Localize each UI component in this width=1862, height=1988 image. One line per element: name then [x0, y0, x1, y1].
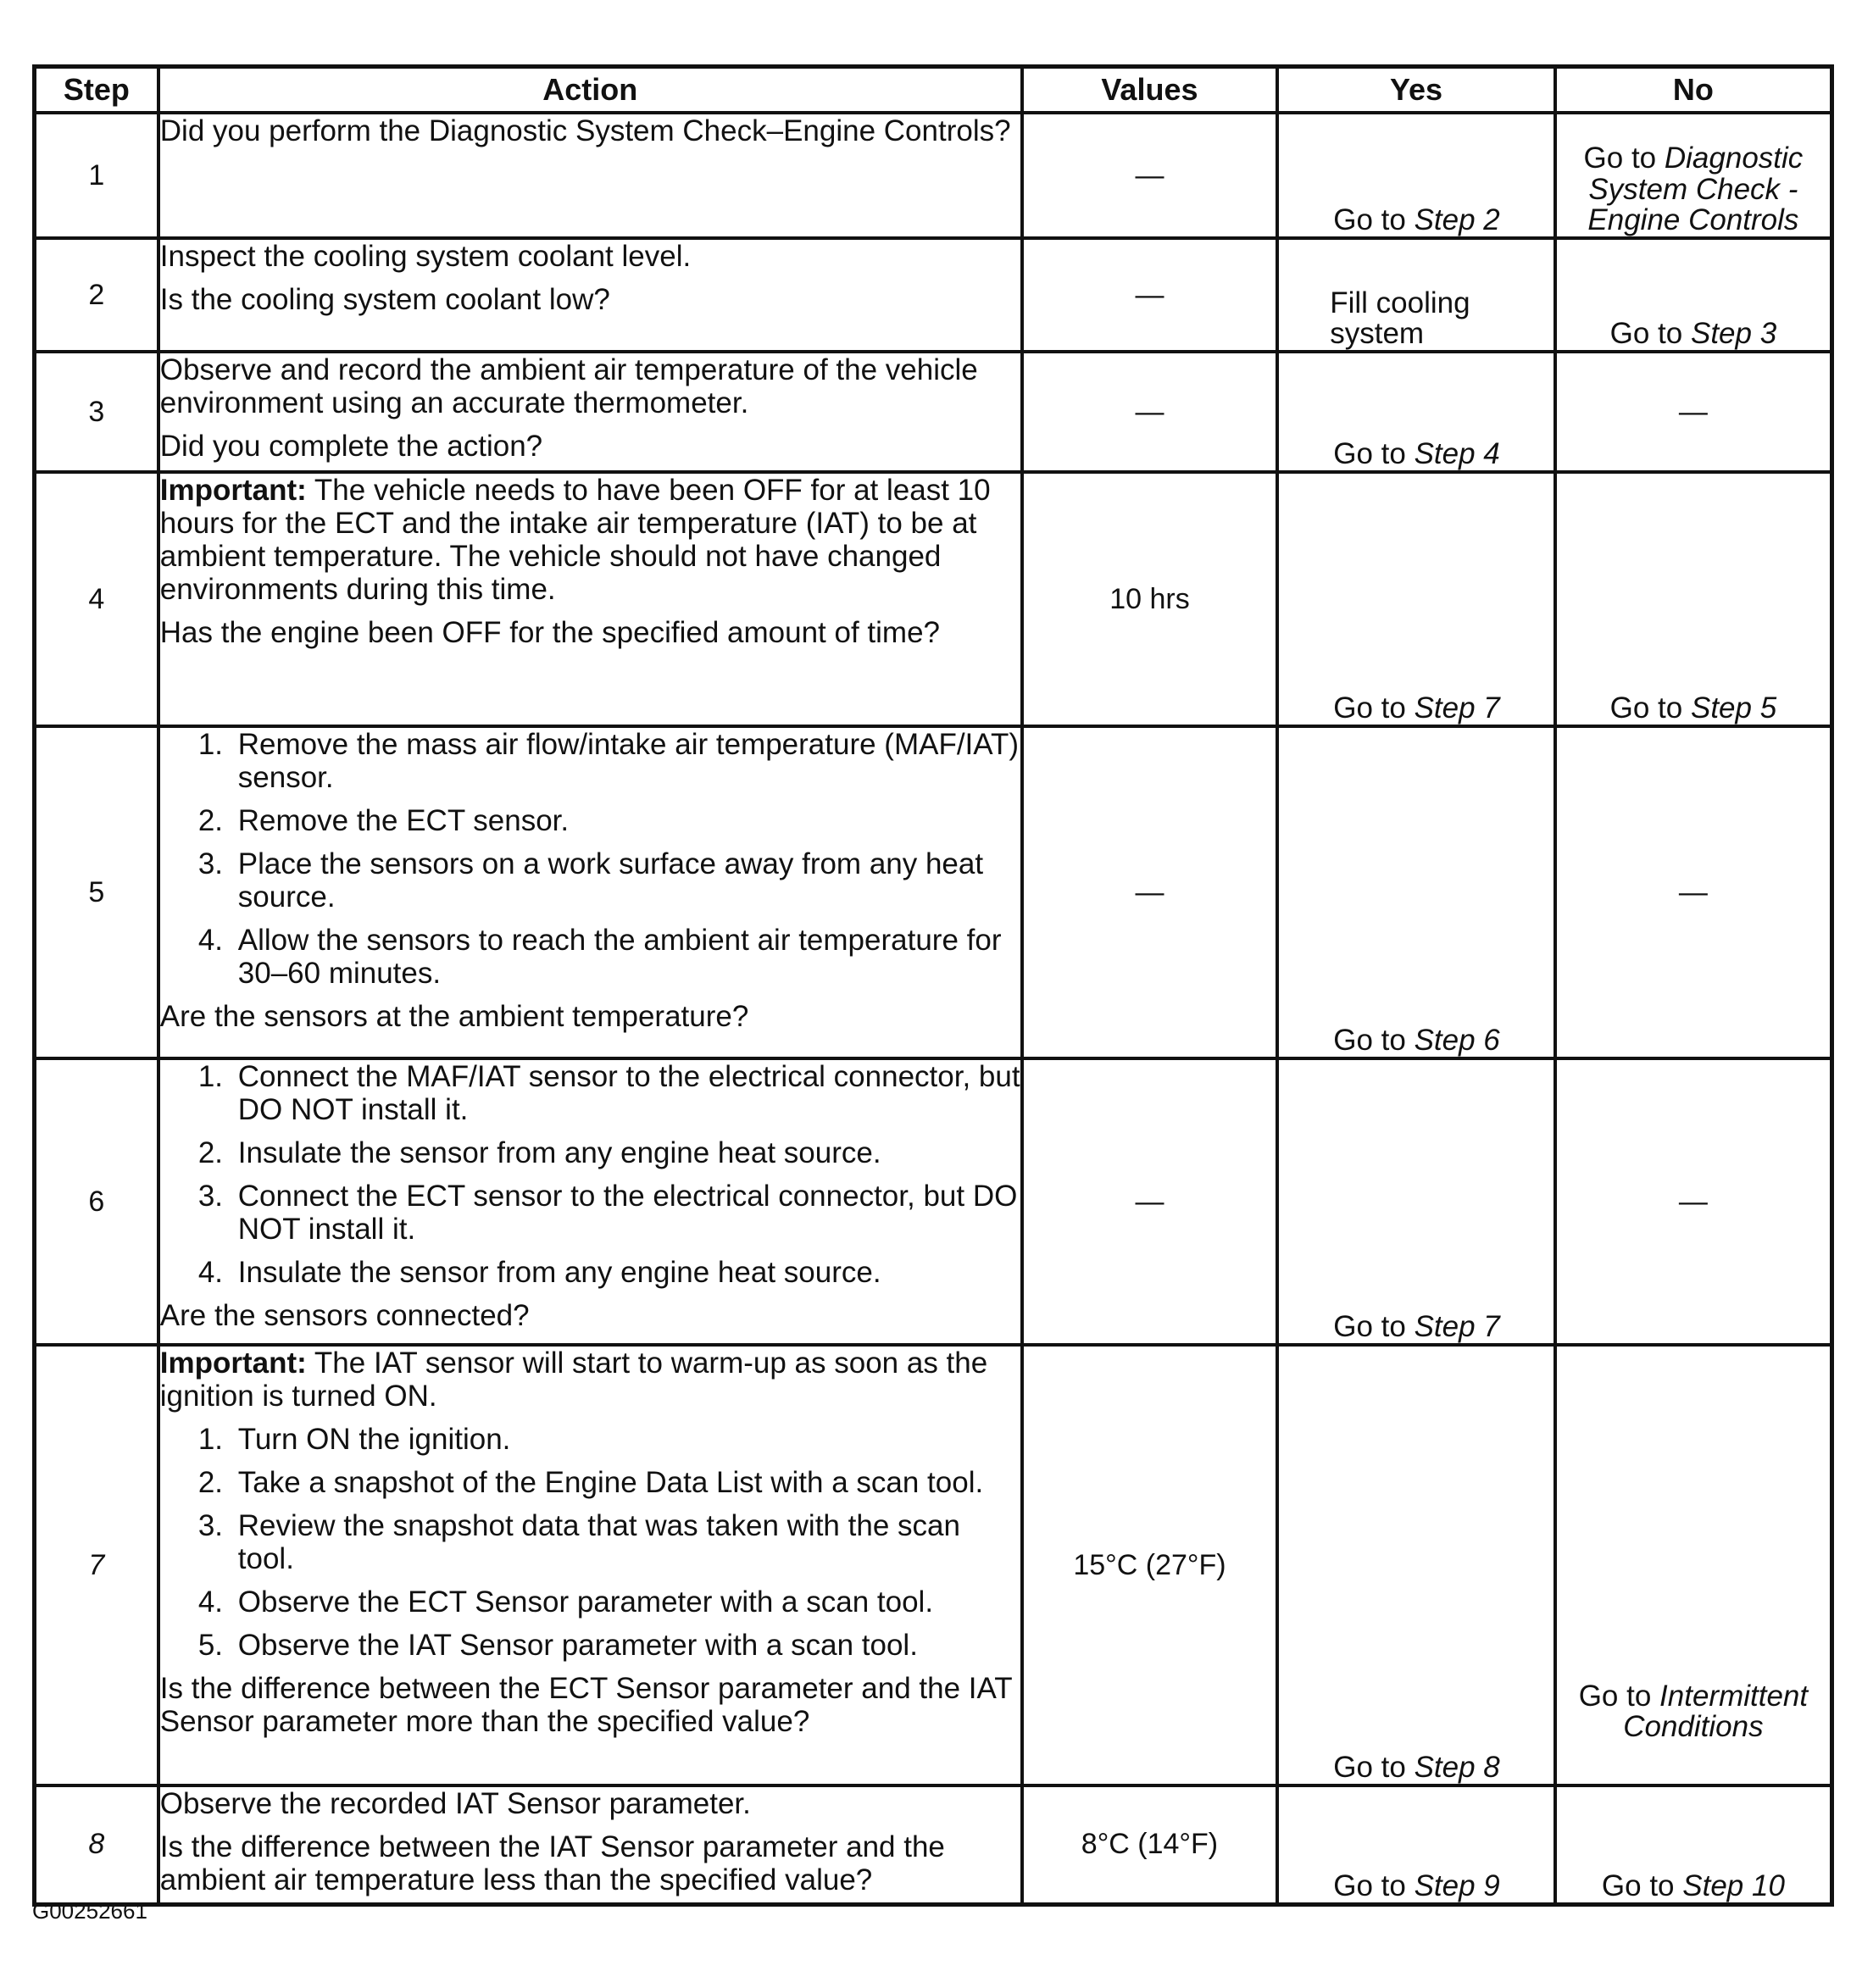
values-cell: — [1022, 352, 1278, 472]
action-text: Inspect the cooling system coolant level. [159, 240, 692, 273]
important-label: Important: [159, 474, 307, 507]
action-cell [158, 472, 1022, 726]
step-number: 3 [35, 352, 158, 472]
action-step: 2. Remove the ECT sensor. [231, 804, 1020, 837]
action-step: 1. Connect the MAF/IAT sensor to the electrical connector, but DO NOT install it. [231, 1060, 1020, 1126]
action-question: Is the cooling system coolant low? [159, 283, 610, 316]
action-cell [158, 352, 1022, 472]
table-row [35, 352, 1832, 472]
action-cell [158, 1785, 1022, 1904]
action-cell [158, 113, 1022, 238]
yes-cell [1277, 1058, 1555, 1345]
no-link[interactable]: Step 3 [1690, 317, 1777, 351]
no-link[interactable]: Intermittent Conditions [1623, 1679, 1809, 1744]
action-cell [158, 726, 1022, 1058]
yes-cell [1277, 352, 1555, 472]
figure-id: G00252661 [32, 1898, 147, 1924]
table-row [35, 238, 1832, 352]
yes-prefix: Go to [1333, 437, 1406, 471]
no-prefix: Go to [1578, 1679, 1652, 1713]
table-row [35, 1345, 1832, 1785]
action-steps [160, 1060, 1020, 1289]
yes-prefix: Go to [1333, 1310, 1406, 1344]
values-cell: — [1022, 1058, 1278, 1345]
yes-cell [1277, 238, 1555, 352]
yes-link[interactable]: Step 7 [1414, 691, 1500, 725]
yes-link[interactable]: Step 8 [1414, 1751, 1500, 1785]
table-row [35, 726, 1832, 1058]
action-text: Observe and record the ambient air temperature of the vehicle environment using an accurate thermometer. [159, 353, 978, 419]
action-step: 3. Review the snapshot data that was taken with the scan tool. [231, 1509, 1020, 1575]
step-number: 5 [35, 726, 158, 1058]
yes-link[interactable]: Step 2 [1414, 203, 1500, 237]
yes-cell [1277, 472, 1555, 726]
important-label: Important: [159, 1347, 307, 1380]
no-prefix: Go to [1583, 141, 1657, 175]
action-step: 4. Insulate the sensor from any engine heat source. [231, 1256, 1020, 1289]
yes-prefix: Go to [1333, 691, 1406, 725]
yes-link[interactable]: Step 9 [1414, 1869, 1500, 1902]
no-cell: — [1555, 1058, 1832, 1345]
yes-text: Fill cooling system [1330, 286, 1470, 351]
action-step: 3. Connect the ECT sensor to the electrical connector, but DO NOT install it. [231, 1180, 1020, 1246]
no-cell [1555, 472, 1832, 726]
no-cell [1555, 1345, 1832, 1785]
no-cell [1555, 113, 1832, 238]
action-question: Are the sensors at the ambient temperature? [159, 1000, 749, 1033]
yes-prefix: Go to [1333, 1024, 1406, 1058]
action-question: Is the difference between the ECT Sensor parameter and the IAT Sensor parameter more than the specified value? [159, 1672, 1012, 1738]
important-note [160, 474, 1020, 606]
action-cell [158, 1058, 1022, 1345]
yes-cell [1277, 113, 1555, 238]
values-cell: 8°C (14°F) [1022, 1785, 1278, 1904]
no-link[interactable]: Step 5 [1690, 691, 1777, 725]
yes-cell [1277, 726, 1555, 1058]
table-row [35, 1785, 1832, 1904]
action-question: Did you complete the action? [159, 430, 543, 463]
important-note [160, 1347, 1020, 1413]
yes-prefix: Go to [1333, 1751, 1406, 1785]
action-question: Has the engine been OFF for the specified amount of time? [159, 616, 941, 649]
header-action: Action [158, 67, 1022, 114]
no-link[interactable]: Diagnostic System Check - Engine Controls [1587, 141, 1804, 237]
step-number: 6 [35, 1058, 158, 1345]
action-steps [160, 1423, 1020, 1662]
no-cell [1555, 238, 1832, 352]
no-cell: — [1555, 352, 1832, 472]
action-text: Did you perform the Diagnostic System Check–Engine Controls? [159, 114, 1011, 147]
yes-link[interactable]: Step 6 [1414, 1024, 1500, 1058]
action-step: 2. Take a snapshot of the Engine Data List with a scan tool. [231, 1466, 1020, 1499]
step-number: 1 [35, 113, 158, 238]
no-prefix: Go to [1601, 1869, 1675, 1902]
yes-prefix: Go to [1333, 203, 1406, 237]
values-cell: — [1022, 238, 1278, 352]
header-no: No [1555, 67, 1832, 114]
action-step: 5. Observe the IAT Sensor parameter with a scan tool. [231, 1629, 1020, 1662]
step-number: 4 [35, 472, 158, 726]
step-number: 2 [35, 238, 158, 352]
action-text: Observe the recorded IAT Sensor parameter. [159, 1787, 751, 1820]
step-number: 7 [35, 1345, 158, 1785]
no-cell [1555, 1785, 1832, 1904]
action-step: 4. Allow the sensors to reach the ambient air temperature for 30–60 minutes. [231, 924, 1020, 990]
header-values: Values [1022, 67, 1278, 114]
values-cell: 10 hrs [1022, 472, 1278, 726]
action-steps [160, 728, 1020, 990]
header-yes: Yes [1277, 67, 1555, 114]
table-row [35, 113, 1832, 238]
values-cell: — [1022, 726, 1278, 1058]
header-step: Step [35, 67, 158, 114]
header-row [35, 67, 1832, 114]
no-cell: — [1555, 726, 1832, 1058]
important-text: The IAT sensor will start to warm-up as soon as the ignition is turned ON. [159, 1347, 988, 1413]
yes-link[interactable]: Step 4 [1414, 437, 1500, 471]
no-link[interactable]: Step 10 [1682, 1869, 1785, 1902]
values-cell: — [1022, 113, 1278, 238]
yes-link[interactable]: Step 7 [1414, 1310, 1500, 1344]
action-step: 4. Observe the ECT Sensor parameter with a scan tool. [231, 1585, 1020, 1619]
diagnostic-table [32, 64, 1834, 1907]
action-step: 2. Insulate the sensor from any engine heat source. [231, 1136, 1020, 1169]
table-row [35, 1058, 1832, 1345]
action-cell [158, 238, 1022, 352]
step-number: 8 [35, 1785, 158, 1904]
values-cell: 15°C (27°F) [1022, 1345, 1278, 1785]
action-question: Are the sensors connected? [159, 1299, 530, 1332]
yes-cell [1277, 1785, 1555, 1904]
action-step: 3. Place the sensors on a work surface away from any heat source. [231, 847, 1020, 913]
yes-prefix: Go to [1333, 1869, 1406, 1902]
action-step: 1. Turn ON the ignition. [231, 1423, 1020, 1456]
action-question: Is the difference between the IAT Sensor parameter and the ambient air temperature less than the specified value? [159, 1830, 945, 1896]
no-prefix: Go to [1609, 691, 1683, 725]
yes-cell [1277, 1345, 1555, 1785]
action-step: 1. Remove the mass air flow/intake air temperature (MAF/IAT) sensor. [231, 728, 1020, 794]
table-row [35, 472, 1832, 726]
action-cell [158, 1345, 1022, 1785]
no-prefix: Go to [1609, 317, 1683, 351]
important-text: The vehicle needs to have been OFF for at least 10 hours for the ECT and the intake air temperature (IAT) to be at ambient temperature. The vehicle should not have changed environments during this time. [159, 474, 991, 606]
